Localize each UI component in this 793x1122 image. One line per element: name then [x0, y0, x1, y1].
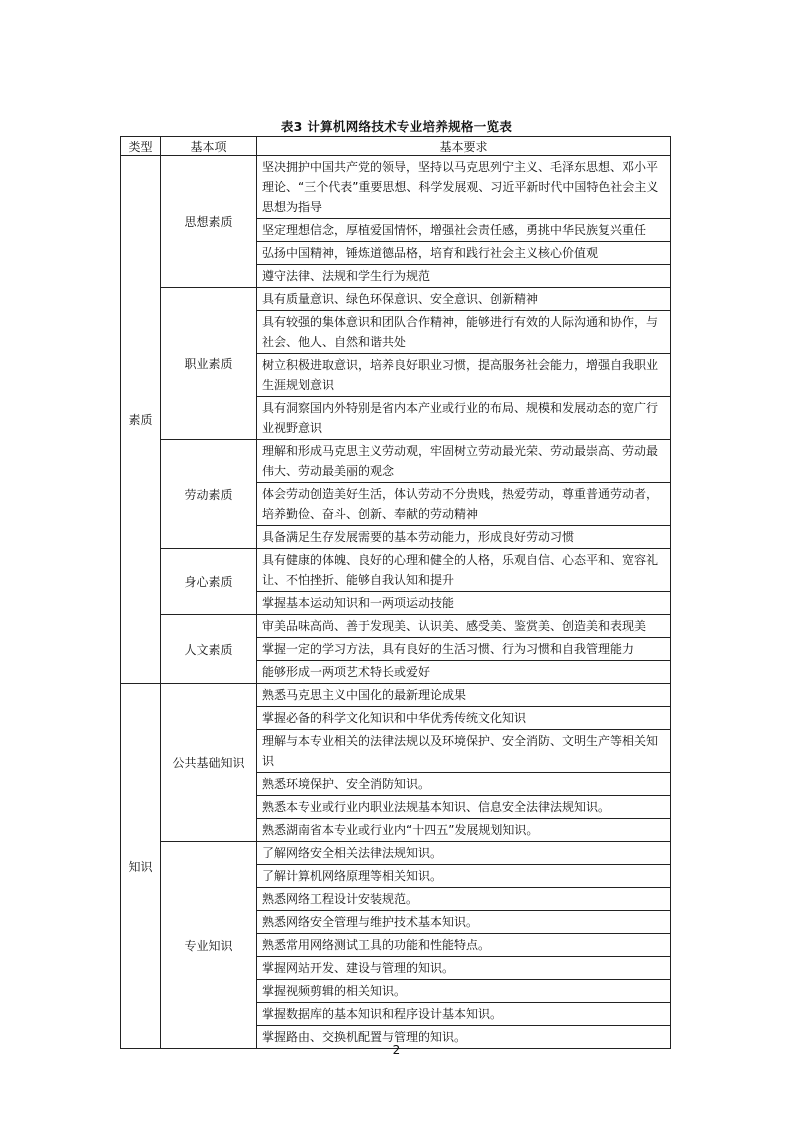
- requirement-cell: 熟悉马克思主义中国化的最新理论成果: [257, 684, 671, 707]
- table-row: [121, 615, 671, 638]
- requirement-cell: 熟悉环境保护、安全消防知识。: [257, 773, 671, 796]
- header-item: 基本项: [161, 137, 257, 156]
- requirement-cell: 树立积极进取意识，培养良好职业习惯，提高服务社会能力，增强自我职业生涯规划意识: [257, 354, 671, 397]
- requirement-cell: 体会劳动创造美好生活，体认劳动不分贵贱，热爱劳动，尊重普通劳动者，培养勤俭、奋斗、创新、奉献的劳动精神: [257, 483, 671, 526]
- item-cell: 思想素质: [161, 156, 257, 288]
- requirement-cell: 掌握数据库的基本知识和程序设计基本知识。: [257, 1003, 671, 1026]
- item-cell: 职业素质: [161, 288, 257, 440]
- requirement-cell: 具备满足生存发展需要的基本劳动能力，形成良好劳动习惯: [257, 526, 671, 549]
- requirement-cell: 掌握基本运动知识和一两项运动技能: [257, 592, 671, 615]
- training-spec-table: [120, 136, 671, 1049]
- table-row: [121, 684, 671, 707]
- table-body: [121, 156, 671, 1049]
- type-cell: 知识: [121, 684, 161, 1049]
- table-row: [121, 842, 671, 865]
- table-row: [121, 440, 671, 483]
- requirement-cell: 理解和形成马克思主义劳动观，牢固树立劳动最光荣、劳动最崇高、劳动最伟大、劳动最美丽的观念: [257, 440, 671, 483]
- requirement-cell: 熟悉网络安全管理与维护技术基本知识。: [257, 911, 671, 934]
- requirement-cell: 了解计算机网络原理等相关知识。: [257, 865, 671, 888]
- requirement-cell: 具有质量意识、绿色环保意识、安全意识、创新精神: [257, 288, 671, 311]
- requirement-cell: 坚定理想信念，厚植爱国情怀，增强社会责任感，勇挑中华民族复兴重任: [257, 219, 671, 242]
- requirement-cell: 熟悉本专业或行业内职业法规基本知识、信息安全法律法规知识。: [257, 796, 671, 819]
- requirement-cell: 具有健康的体魄、良好的心理和健全的人格，乐观自信、心态平和、宽容礼让、不怕挫折、能够自我认知和提升: [257, 549, 671, 592]
- requirement-cell: 具有洞察国内外特别是省内本产业或行业的布局、规模和发展动态的宽广行业视野意识: [257, 397, 671, 440]
- requirement-cell: 能够形成一两项艺术特长或爱好: [257, 661, 671, 684]
- header-requirement: 基本要求: [257, 137, 671, 156]
- requirement-cell: 具有较强的集体意识和团队合作精神，能够进行有效的人际沟通和协作，与社会、他人、自然和谐共处: [257, 311, 671, 354]
- requirement-cell: 理解与本专业相关的法律法规以及环境保护、安全消防、文明生产等相关知识: [257, 730, 671, 773]
- requirement-cell: 掌握视频剪辑的相关知识。: [257, 980, 671, 1003]
- requirement-cell: 审美品味高尚、善于发现美、认识美、感受美、鉴赏美、创造美和表现美: [257, 615, 671, 638]
- table-row: [121, 288, 671, 311]
- requirement-cell: 掌握必备的科学文化知识和中华优秀传统文化知识: [257, 707, 671, 730]
- requirement-cell: 熟悉常用网络测试工具的功能和性能特点。: [257, 934, 671, 957]
- header-type: 类型: [121, 137, 161, 156]
- requirement-cell: 掌握网站开发、建设与管理的知识。: [257, 957, 671, 980]
- table-header-row: [121, 137, 671, 156]
- table-title: 表3 计算机网络技术专业培养规格一览表: [280, 119, 513, 134]
- table-row: [121, 156, 671, 219]
- requirement-cell: 熟悉湖南省本专业或行业内“十四五”发展规划知识。: [257, 819, 671, 842]
- requirement-cell: 掌握一定的学习方法，具有良好的生活习惯、行为习惯和自我管理能力: [257, 638, 671, 661]
- requirement-cell: 熟悉网络工程设计安装规范。: [257, 888, 671, 911]
- page-number: 2: [392, 1043, 401, 1057]
- item-cell: 劳动素质: [161, 440, 257, 549]
- table-row: [121, 549, 671, 592]
- type-cell: 素质: [121, 156, 161, 684]
- requirement-cell: 了解网络安全相关法律法规知识。: [257, 842, 671, 865]
- item-cell: 专业知识: [161, 842, 257, 1049]
- item-cell: 身心素质: [161, 549, 257, 615]
- requirement-cell: 掌握路由、交换机配置与管理的知识。: [257, 1026, 671, 1049]
- requirement-cell: 弘扬中国精神，锤炼道德品格，培育和践行社会主义核心价值观: [257, 242, 671, 265]
- item-cell: 公共基础知识: [161, 684, 257, 842]
- requirement-cell: 遵守法律、法规和学生行为规范: [257, 265, 671, 288]
- item-cell: 人文素质: [161, 615, 257, 684]
- requirement-cell: 坚决拥护中国共产党的领导，坚持以马克思列宁主义、毛泽东思想、邓小平理论、“三个代表”重要思想、科学发展观、习近平新时代中国特色社会主义思想为指导: [257, 156, 671, 219]
